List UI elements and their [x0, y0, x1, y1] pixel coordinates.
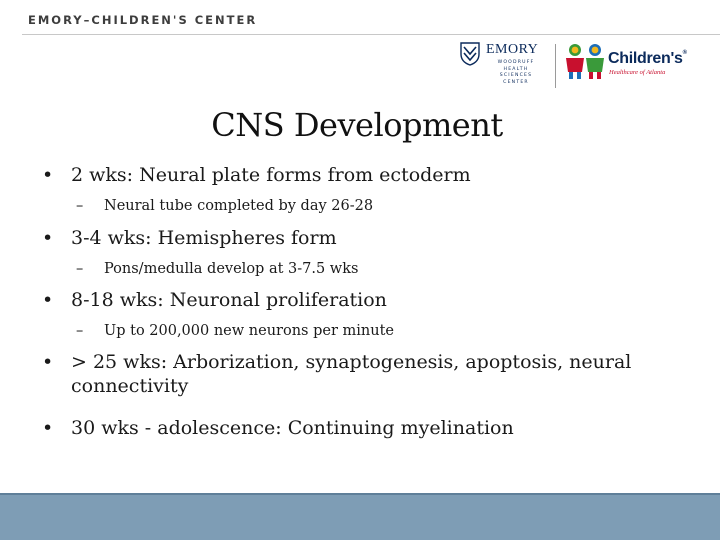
registered-mark: ® [682, 50, 687, 56]
emory-shield-icon [460, 42, 480, 66]
sub-bullet-text: Neural tube completed by day 26-28 [104, 198, 374, 214]
childrens-tagline: Healthcare of Atlanta [609, 69, 666, 76]
childrens-wordmark [608, 50, 687, 68]
emory-subtitle-line: WOODRUFF [497, 60, 535, 65]
header-org-name: EMORY–CHILDREN'S CENTER [28, 13, 258, 27]
emory-subtitle [486, 60, 546, 86]
bullet-text: 30 wks - adolescence: Continuing myelination [71, 417, 514, 439]
bullet-text: > 25 wks: Arborization, synaptogenesis, apoptosis, neural connectivity [71, 351, 632, 397]
bullet-text: 3-4 wks: Hemispheres form [71, 227, 337, 249]
sub-bullet-glyph: – [76, 198, 84, 214]
childrens-logo [563, 42, 713, 84]
sub-bullet-text: Pons/medulla develop at 3-7.5 wks [104, 261, 359, 277]
slide-title: CNS Development [211, 106, 503, 144]
childrens-wordmark-text: Children's [608, 50, 683, 67]
sub-bullet-glyph: – [76, 323, 84, 339]
header-divider [22, 34, 720, 35]
sub-bullet-glyph: – [76, 261, 84, 277]
sub-bullet-text: Up to 200,000 new neurons per minute [104, 323, 394, 339]
bullet-glyph: • [42, 351, 54, 373]
bullet-text: 2 wks: Neural plate forms from ectoderm [71, 164, 471, 186]
bullet-glyph: • [42, 164, 54, 186]
emory-subtitle-line: SCIENCES [499, 73, 533, 79]
emory-wordmark: EMORY [486, 42, 539, 57]
footer-bar [0, 495, 720, 540]
emory-logo [460, 40, 550, 92]
bullet-glyph: • [42, 227, 54, 249]
emory-subtitle-line: HEALTH [503, 66, 529, 72]
bullet-text: 8-18 wks: Neuronal proliferation [71, 289, 387, 311]
logo-divider [555, 44, 556, 88]
emory-subtitle-line: CENTER [503, 79, 529, 85]
bullet-glyph: • [42, 417, 54, 439]
childrens-kids-icon [563, 42, 607, 80]
bullet-glyph: • [42, 289, 54, 311]
